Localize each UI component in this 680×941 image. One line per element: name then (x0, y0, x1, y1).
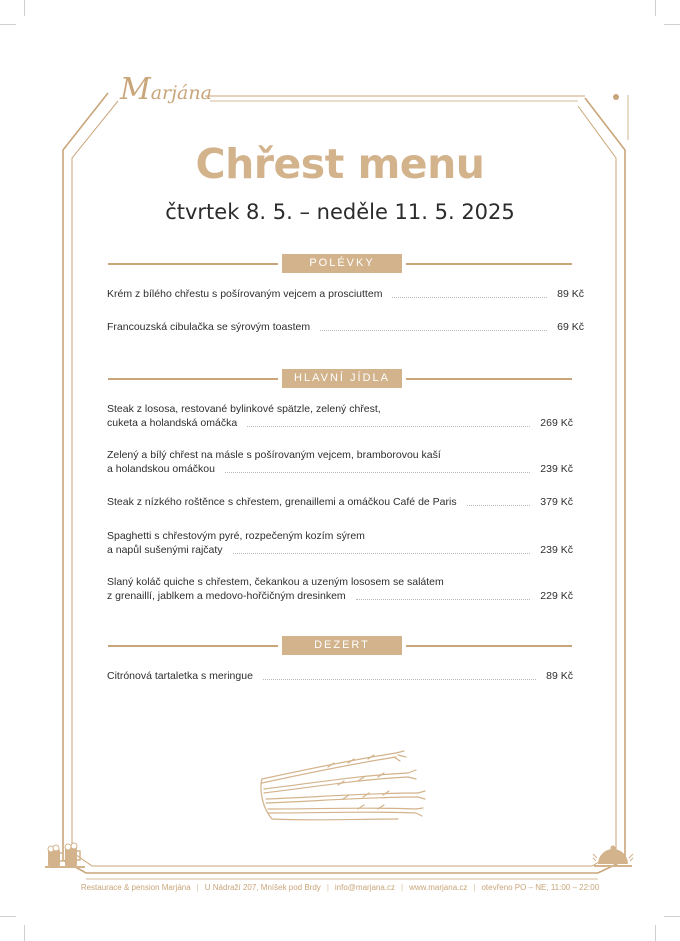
item-price: 239 Kč (540, 544, 573, 556)
logo-rest: arjána (150, 82, 212, 104)
crop-mark (24, 0, 25, 16)
dot-leader (247, 426, 530, 427)
logo-initial: M (120, 72, 151, 107)
item-name-cont: a holandskou omáčkou (107, 463, 215, 475)
item-name: Francouzská cibulačka se sýrovým toastem (107, 321, 311, 333)
footer-web-link[interactable]: www.marjana.cz (409, 883, 468, 892)
section-rule-left (108, 263, 278, 265)
asparagus-icon (258, 745, 428, 825)
section-rule-left (108, 378, 278, 380)
section-rule-right (406, 263, 572, 265)
section-label: HLAVNÍ JÍDLA (282, 369, 402, 388)
crop-mark (664, 24, 680, 25)
menu-date-range: čtvrtek 8. 5. – neděle 11. 5. 2025 (165, 200, 515, 224)
crop-mark (0, 916, 16, 917)
dot-leader (467, 505, 531, 506)
footer-hours: otevřeno PO – NE, 11:00 – 22:00 (481, 883, 600, 892)
footer-contact (0, 883, 680, 892)
brand-logo (120, 72, 212, 107)
crop-mark (664, 916, 680, 917)
section-header-dessert (0, 636, 680, 656)
dot-leader (233, 553, 531, 554)
item-price: 229 Kč (540, 590, 573, 602)
menu-item (107, 320, 584, 334)
item-name: Zelený a bílý chřest na másle s pošírovaným vejcem, bramborovou kaší (107, 449, 441, 461)
item-name: Steak z lososa, restované bylinkové spätzle, zelený chřest, (107, 403, 381, 415)
dot-leader (225, 472, 530, 473)
footer-address: U Nádraží 207, Mníšek pod Brdy (204, 883, 321, 892)
menu-item (107, 575, 573, 603)
menu-item (107, 287, 584, 301)
item-name: Krém z bílého chřestu s pošírovaným vejcem a prosciuttem (107, 288, 383, 300)
footer-separator: | (326, 883, 329, 892)
section-rule-right (406, 645, 572, 647)
dot-leader (356, 599, 531, 600)
menu-item (107, 495, 573, 509)
section-header-soups (0, 254, 680, 274)
item-name-cont: a napůl sušenými rajčaty (107, 544, 223, 556)
footer-name: Restaurace & pension Marjána (80, 883, 191, 892)
item-price: 239 Kč (540, 463, 573, 475)
crop-mark (655, 925, 656, 941)
item-name-cont: cuketa a holandská omáčka (107, 417, 238, 429)
item-price: 89 Kč (557, 288, 584, 300)
menu-title: Chřest menu (195, 140, 485, 188)
section-rule-right (406, 378, 572, 380)
footer-email-link[interactable]: info@marjana.cz (334, 883, 396, 892)
crop-mark (24, 925, 25, 941)
menu-item (107, 669, 573, 683)
item-price: 269 Kč (540, 417, 573, 429)
item-name: Steak z nízkého roštěnce s chřestem, grenaillemi a omáčkou Café de Paris (107, 496, 457, 508)
menu-item (107, 402, 573, 430)
cloche-icon (592, 842, 634, 870)
item-price: 379 Kč (540, 496, 573, 508)
item-name-cont: z grenaillí, jablkem a medovo-hořčičným dresinkem (107, 590, 346, 602)
crop-mark (0, 24, 16, 25)
footer-separator: | (401, 883, 404, 892)
item-name: Spaghetti s chřestovým pyré, rozpečeným kozím sýrem (107, 530, 365, 542)
crop-mark (655, 0, 656, 16)
section-label: DEZERT (282, 636, 402, 655)
item-price: 69 Kč (557, 321, 584, 333)
footer-separator: | (196, 883, 199, 892)
item-name: Citrónová tartaletka s meringue (107, 670, 253, 682)
section-header-mains (0, 369, 680, 389)
item-price: 89 Kč (546, 670, 573, 682)
dot-leader (392, 297, 547, 298)
section-label: POLÉVKY (282, 254, 402, 273)
dot-leader (320, 330, 547, 331)
section-rule-left (108, 645, 278, 647)
item-name: Slaný koláč quiche s chřestem, čekankou a uzeným lososem se salátem (107, 576, 444, 588)
menu-item (107, 448, 573, 476)
menu-item (107, 529, 573, 557)
footer-separator: | (473, 883, 476, 892)
dot-leader (263, 679, 536, 680)
beer-mugs-icon (45, 842, 85, 870)
